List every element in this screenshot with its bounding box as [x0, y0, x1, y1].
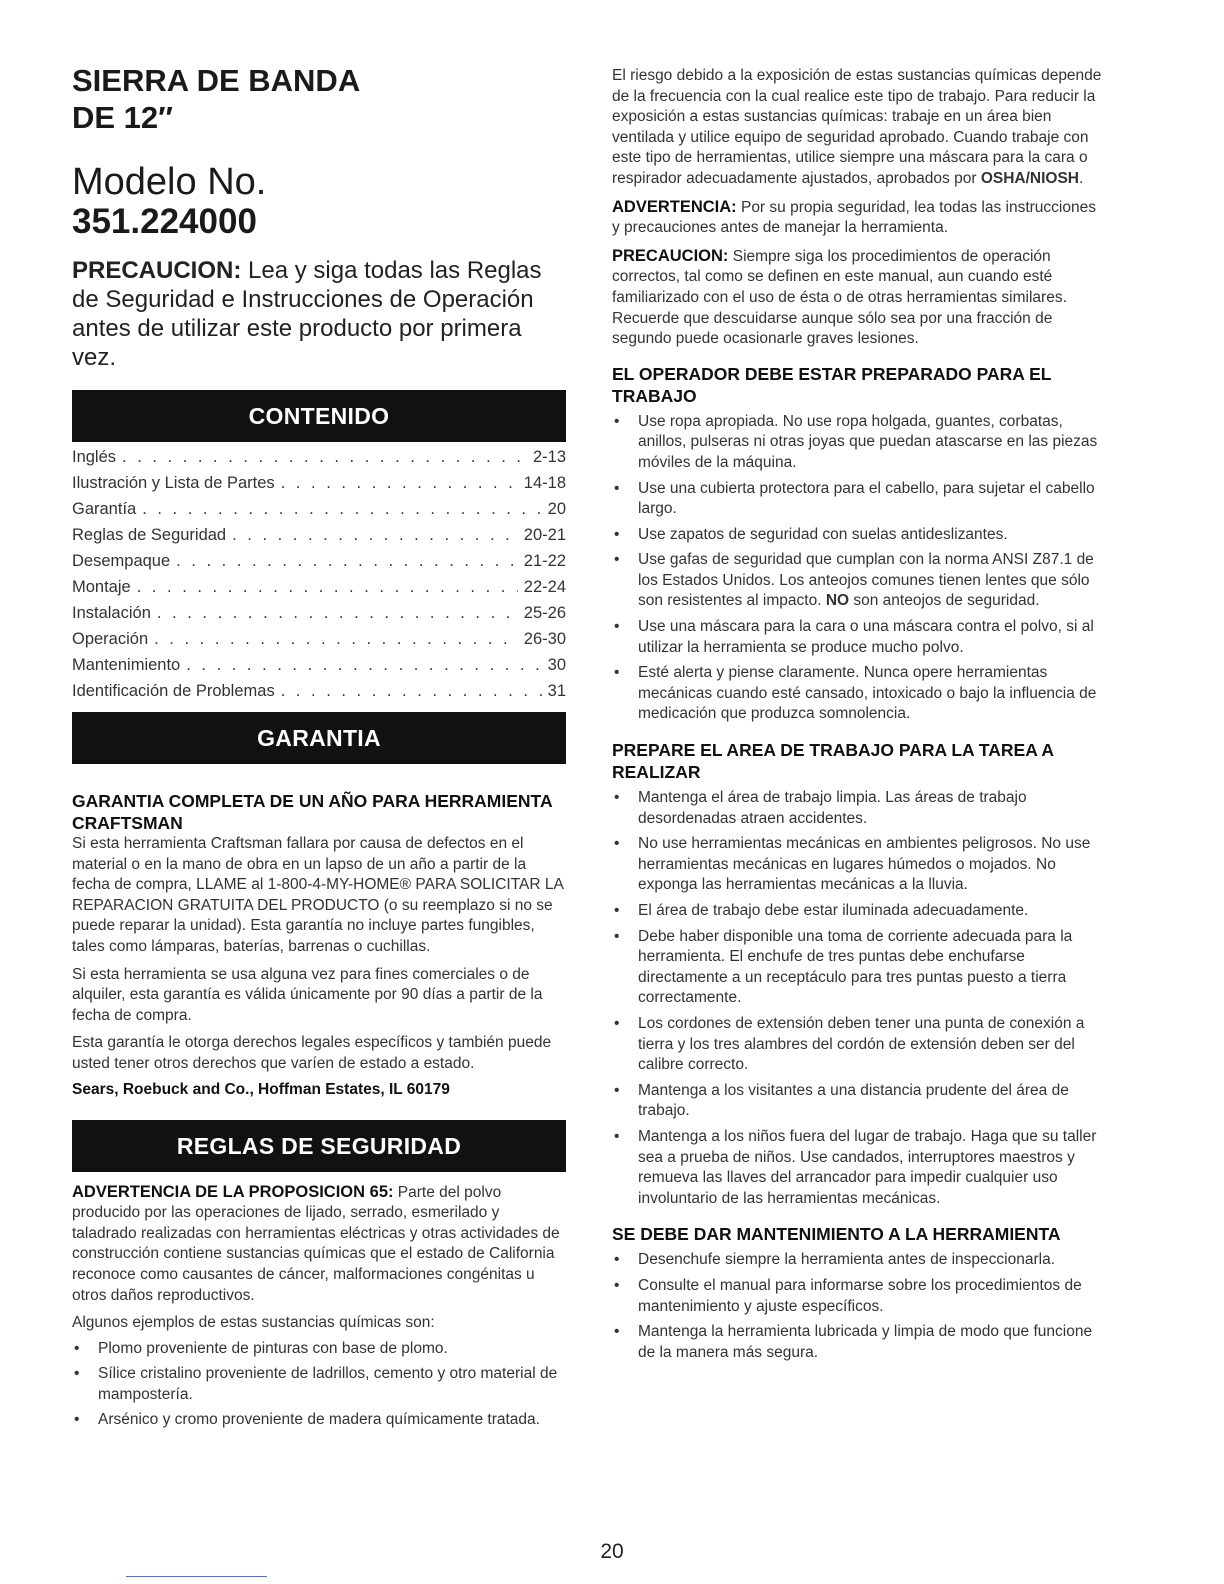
- toc-row: [72, 626, 566, 652]
- document-title: [72, 62, 566, 136]
- warranty-banner: GARANTIA: [72, 712, 566, 764]
- work-area-list: [612, 788, 1106, 1209]
- toc-dots: [186, 652, 541, 678]
- maintenance-list: [612, 1250, 1106, 1363]
- caution-text: Siempre siga los procedimientos de operación correctos, tal como se definen en este manual, aun cuando esté familiarizado con el uso de ésta o de otras herramientas similares. Recuerde que descuidarse aunque sólo sea por una fracción de segundo puede ocasionarle graves lesiones.: [612, 247, 1067, 348]
- table-of-contents: [72, 444, 566, 704]
- safety-banner: REGLAS DE SEGURIDAD: [72, 1120, 566, 1172]
- maintenance-heading: SE DEBE DAR MANTENIMIENTO A LA HERRAMIENTA: [612, 1224, 1061, 1245]
- toc-page: 20: [547, 500, 566, 518]
- risk-end: .: [1079, 169, 1084, 187]
- warning-paragraph: [612, 197, 1106, 239]
- toc-page: 20-21: [523, 526, 566, 544]
- warranty-paragraph: Esta garantía le otorga derechos legales específicos y también puede usted tener otros derechos que varíen de estado a estado.: [72, 1034, 552, 1072]
- examples-list: [72, 1339, 566, 1431]
- warning-label: ADVERTENCIA:: [612, 197, 737, 216]
- toc-label: Instalación: [72, 604, 151, 622]
- toc-dots: [122, 444, 527, 470]
- toc-dots: [157, 600, 518, 626]
- title-line-1: SIERRA DE BANDA: [72, 63, 361, 98]
- risk-paragraph: [612, 66, 1106, 190]
- list-item: • Use zapatos de seguridad con suelas antideslizantes.: [612, 525, 1106, 546]
- caution-notice: [72, 256, 566, 372]
- warranty-heading: GARANTIA COMPLETA DE UN AÑO PARA HERRAMIENTA CRAFTSMAN: [72, 791, 552, 833]
- toc-dots: [232, 522, 518, 548]
- contents-banner: CONTENIDO: [72, 390, 566, 442]
- toc-label: Reglas de Seguridad: [72, 526, 227, 544]
- toc-label: Montaje: [72, 578, 131, 596]
- list-item: • Desenchufe siempre la herramienta antes de inspeccionarla.: [612, 1250, 1106, 1271]
- list-item: • Arsénico y cromo proveniente de madera químicamente tratada.: [72, 1410, 566, 1431]
- toc-dots: [281, 678, 542, 704]
- toc-dots: [137, 574, 518, 600]
- list-item: • Mantenga la herramienta lubricada y limpia de modo que funcione de la manera más segura.: [612, 1322, 1106, 1363]
- toc-label: Identificación de Problemas: [72, 682, 275, 700]
- toc-page: 30: [547, 656, 566, 674]
- operator-heading: EL OPERADOR DEBE ESTAR PREPARADO PARA EL TRABAJO: [612, 363, 1052, 406]
- list-item: • No use herramientas mecánicas en ambientes peligrosos. No use herramientas mecánicas en lugares húmedos o mojados. No exponga las herramientas mecánicas a la lluvia.: [612, 834, 1106, 896]
- toc-row: [72, 444, 566, 470]
- toc-page: 25-26: [523, 604, 566, 622]
- toc-dots: [281, 470, 518, 496]
- glasses-text-a: Use gafas de seguridad que cumplan con la norma ANSI Z87.1 de los Estados Unidos. Los anteojos comunes tienen lentes que sólo son resistentes al impacto.: [638, 551, 1094, 610]
- toc-row: [72, 522, 566, 548]
- title-line-2: DE 12″: [72, 100, 174, 135]
- toc-label: Operación: [72, 630, 149, 648]
- toc-page: 26-30: [523, 630, 566, 648]
- toc-row: [72, 470, 566, 496]
- list-item: • Debe haber disponible una toma de corriente adecuada para la herramienta. El enchufe de tres puntas debe enchufarse directamente a un receptáculo para tres puntas puesto a tierra correctamente.: [612, 927, 1106, 1009]
- list-item: • Use una cubierta protectora para el cabello, para sujetar el cabello largo.: [612, 479, 1106, 520]
- footer-rule: [126, 1576, 267, 1577]
- caution-label: PRECAUCION:: [612, 246, 729, 265]
- toc-row: [72, 548, 566, 574]
- list-item: [612, 550, 1106, 612]
- toc-row: [72, 496, 566, 522]
- list-item: • Los cordones de extensión deben tener una punta de conexión a tierra y los tres alambres del cordón de extensión deben ser del calibre correcto.: [612, 1014, 1106, 1076]
- caution-paragraph: [612, 246, 1106, 350]
- toc-dots: [176, 548, 518, 574]
- examples-intro: Algunos ejemplos de estas sustancias químicas son:: [72, 1314, 435, 1332]
- list-item: • Mantenga a los niños fuera del lugar de trabajo. Haga que su taller sea a prueba de niños. Use candados, interruptores maestros y remueva las llaves del arrancador para impedir cualquier uso involuntario de las herramientas mecánicas.: [612, 1127, 1106, 1209]
- work-area-heading: PREPARE EL AREA DE TRABAJO PARA LA TAREA A REALIZAR: [612, 740, 1054, 783]
- prop65-warning: [72, 1182, 566, 1307]
- list-item: • Mantenga el área de trabajo limpia. Las áreas de trabajo desordenadas atraen accidentes.: [612, 788, 1106, 829]
- toc-dots: [154, 626, 518, 652]
- right-column: [612, 66, 1106, 1363]
- prop65-text: Parte del polvo producido por las operaciones de lijado, serrado, esmerilado y taladrado realizadas con herramientas eléctricas y otras actividades de construcción contiene sustancias químicas que el estado de California reconoce como causantes de cáncer, malformaciones congénitas u otros daños reproductivos.: [72, 1183, 560, 1304]
- toc-dots: [142, 496, 541, 522]
- list-item: • El área de trabajo debe estar iluminada adecuadamente.: [612, 901, 1106, 922]
- toc-row: [72, 652, 566, 678]
- toc-page: 2-13: [532, 448, 566, 466]
- list-item: • Esté alerta y piense claramente. Nunca opere herramientas mecánicas cuando esté cansado, intoxicado o bajo la influencia de medicación que produzca somnolencia.: [612, 663, 1106, 725]
- list-item: • Plomo proveniente de pinturas con base de plomo.: [72, 1339, 566, 1360]
- list-item: • Mantenga a los visitantes a una distancia prudente del área de trabajo.: [612, 1081, 1106, 1122]
- warranty-paragraph: Si esta herramienta se usa alguna vez para fines comerciales o de alquiler, esta garantía es válida únicamente por 90 días a partir de la fecha de compra.: [72, 965, 543, 1024]
- toc-row: [72, 678, 566, 704]
- toc-label: Inglés: [72, 448, 117, 466]
- toc-row: [72, 600, 566, 626]
- prop65-label: ADVERTENCIA DE LA PROPOSICION 65:: [72, 1182, 394, 1201]
- toc-row: [72, 574, 566, 600]
- toc-page: 31: [547, 682, 566, 700]
- page-number: 20: [600, 1540, 624, 1563]
- company-address: Sears, Roebuck and Co., Hoffman Estates, IL 60179: [72, 1080, 450, 1098]
- model-label: Modelo No.: [72, 161, 267, 203]
- list-item: • Sílice cristalino proveniente de ladrillos, cemento y otro material de mampostería.: [72, 1364, 566, 1405]
- caution-label: PRECAUCION:: [72, 257, 242, 284]
- glasses-text-b: son anteojos de seguridad.: [849, 592, 1040, 610]
- caution-text: Lea y siga todas las Reglas de Seguridad e Instrucciones de Operación antes de utilizar este producto por primera vez.: [72, 257, 542, 371]
- warranty-paragraph: Si esta herramienta Craftsman fallara por causa de defectos en el material o en la mano de obra en un lapso de un año a partir de la fecha de compra, LLAME al 1-800-4-MY-HOME® PARA SOLICITAR LA REPARACION GRATUITA DEL PRODUCTO (o su reemplazo si no se puede reparar la unidad). Esta garantía no incluye partes fungibles, tales como lámparas, baterías, barrenas o cuchillas.: [72, 835, 563, 955]
- model-number: 351.224000: [72, 202, 257, 241]
- toc-label: Desempaque: [72, 552, 171, 570]
- risk-agency: OSHA/NIOSH: [980, 169, 1079, 187]
- toc-page: 22-24: [523, 578, 566, 596]
- toc-label: Mantenimiento: [72, 656, 181, 674]
- list-item: • Use una máscara para la cara o una máscara contra el polvo, si al utilizar la herramienta se produce mucho polvo.: [612, 617, 1106, 658]
- operator-list: [612, 412, 1106, 725]
- toc-page: 21-22: [523, 552, 566, 570]
- warning-text: Por su propia seguridad, lea todas las instrucciones y precauciones antes de manejar la herramienta.: [612, 198, 1096, 237]
- toc-label: Garantía: [72, 500, 137, 518]
- list-item: • Use ropa apropiada. No use ropa holgada, guantes, corbatas, anillos, pulseras ni otras joyas que puedan atascarse en las piezas móviles de la máquina.: [612, 412, 1106, 474]
- toc-page: 14-18: [523, 474, 566, 492]
- glasses-no: NO: [825, 592, 850, 610]
- left-column: [72, 62, 566, 1431]
- risk-text: El riesgo debido a la exposición de estas sustancias químicas depende de la frecuencia con la cual realice este tipo de trabajo. Para reducir la exposición a estas sustancias químicas: trabaje en un área bien ventilada y utilice equipo de seguridad aprobado. Cuando trabaje con este tipo de herramientas, utilice siempre una máscara para la cara o respirador adecuadamente ajustados, aprobados por: [612, 67, 1102, 187]
- toc-label: Ilustración y Lista de Partes: [72, 474, 275, 492]
- list-item: • Consulte el manual para informarse sobre los procedimientos de mantenimiento y ajuste específicos.: [612, 1276, 1106, 1317]
